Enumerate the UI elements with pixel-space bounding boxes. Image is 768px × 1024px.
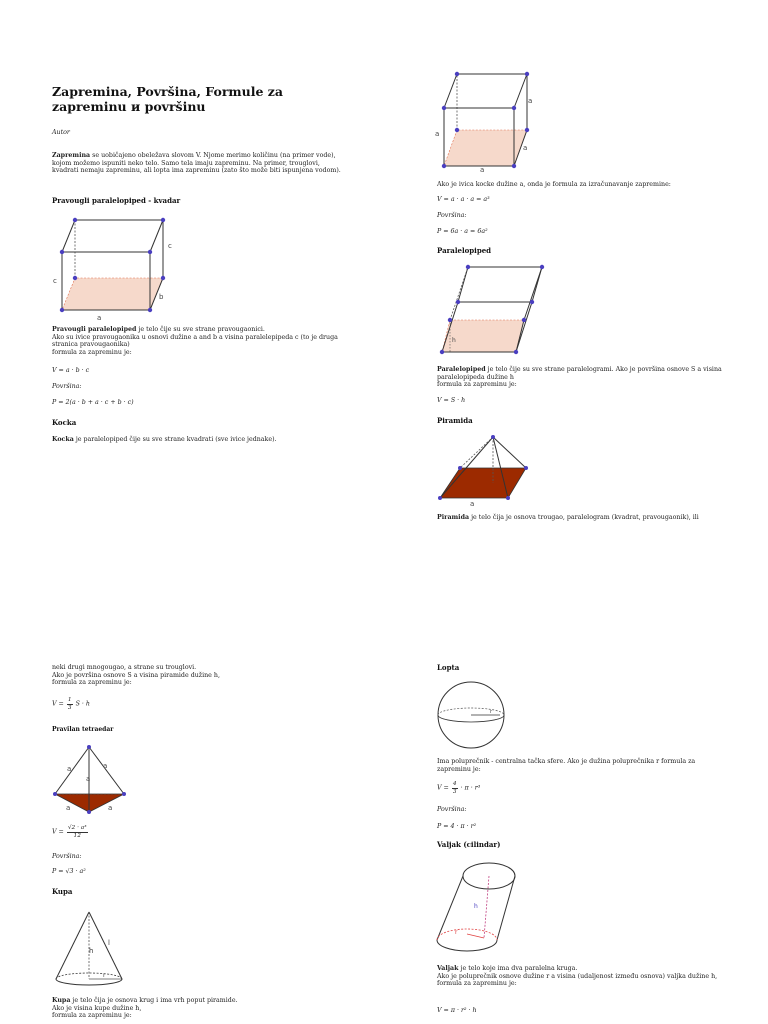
tetraedar-formula-p: P = √3 · a² [52,868,86,875]
tetraedar-formula-den: 12 [73,832,81,839]
paralelopiped-description [437,366,727,389]
lopta-description: Ima poluprečnik - centralna tačka sfere. Ako je dužina poluprečnika r formula za zapreminu je: [437,758,696,773]
kocka-formula-v: V = a · a · a = a³ [437,196,490,203]
tetraedar-label-a-4: a [108,804,113,812]
lopta-formula-fraction [452,781,458,795]
lopta-label-r: r [490,709,493,715]
lopta-figure [434,680,514,752]
kocka-label-a-left: a [435,130,440,138]
paralelopiped-text-2: formula za zapreminu je: [437,381,517,389]
piramida-formula-v [52,697,90,711]
piramida-label-a: a [470,500,475,508]
tetraedar-label-a-3: a [66,804,71,812]
valjak-text-2: Ako je poluprečnik osnove dužine r a visina (udaljenost između osnova) valjka dužine h, [437,972,718,980]
kupa-term: Kupa [52,997,71,1004]
piramida-label-h: h [488,458,492,464]
kocka-formula-p: P = 6a · a = 6a² [437,228,488,235]
kupa-description [52,997,342,1020]
heading-tetraedar: Pravilan tetraedar [52,726,114,733]
kupa-text-3: formula za zapreminu je: [52,1012,132,1020]
piramida-cont-3: formula za zapreminu je: [52,679,132,687]
lopta-formula-num: 4 [452,781,457,787]
piramida-cont-2: Ako je površina osnove S a visina piramide dužine h, [52,671,220,679]
lopta-povrsina-label: Površina: [437,806,467,813]
kocka-term: Kocka [52,436,74,443]
kocka-label-a-bottom: a [480,166,485,174]
lopta-formula-p: P = 4 · π · r² [437,823,477,830]
kocka-figure [432,70,542,174]
piramida-formula-num: 1 [67,697,72,703]
heading-valjak: Valjak (cilindar) [437,840,501,849]
kvadar-label-a: a [97,314,102,322]
page-title: Zapremina, Površina, Formule za zapreminu и površinu [52,84,283,114]
piramida-term: Piramida [437,514,470,521]
kupa-label-h: h [89,947,94,955]
heading-kvadar: Pravougli paralelopiped - kvadar [52,196,181,205]
kupa-text-1: je telo čija je osnova krug i ima vrh poput piramide. [70,997,238,1004]
lopta-formula-rhs: · π · r³ [460,784,481,792]
heading-kocka: Kocka [52,418,77,427]
kvadar-description [52,326,342,356]
paralelopiped-formula: V = S · h [437,397,466,404]
piramida-formula-lhs: V = [52,700,64,708]
lopta-formula-den: 3 [452,788,457,795]
heading-lopta: Lopta [437,663,460,672]
piramida-text: je telo čija je osnova trougao, paralelogram (kvadrat, pravougaonik), ili [469,514,699,521]
piramida-formula-den: 3 [67,704,72,711]
paralelopiped-text-1: je telo čije su sve strane paralelogrami. Ako je površina osnove S a visina paralelopipeda dužine h [437,366,722,381]
lopta-formula-v [437,781,480,795]
valjak-label-r: r [455,929,458,936]
kocka-label-a-right: a [528,97,533,105]
tetraedar-label-a-1: a [67,765,72,773]
tetraedar-formula-v [52,825,89,839]
kvadar-label-c-right: c [168,242,172,250]
piramida-description [437,514,737,522]
kupa-label-r: r [103,972,106,979]
paralelopiped-label-h: h [452,337,456,344]
kvadar-text-1: je telo čije su sve strane pravougaonici. [136,326,265,333]
tetraedar-label-a-2: a [103,762,108,770]
kvadar-figure [50,216,190,326]
valjak-description [437,965,727,988]
heading-paralelopiped: Paralelopiped [437,246,492,255]
kocka-povrsina-label: Površina: [437,212,467,219]
piramida-formula-rhs: S · h [75,700,90,708]
author-label: Autor [52,129,70,136]
valjak-formula: V = π · r² · h [437,1007,477,1014]
valjak-label-h: h [474,903,478,910]
kvadar-base-face [62,278,163,310]
tetraedar-formula-lhs: V = [52,828,64,836]
paralelopiped-figure [436,264,546,356]
kupa-text-2: Ako je visina kupe dužine h, [52,1004,142,1012]
valjak-term: Valjak [437,965,459,972]
piramida-formula-fraction [67,697,73,711]
kupa-figure [52,908,132,992]
piramida-figure [436,434,536,510]
kvadar-text-3: formula za zapreminu je: [52,348,132,356]
tetraedar-figure [52,744,132,818]
kvadar-label-b: b [159,293,164,301]
piramida-cont-1: neki drugi mnogougao, a strane su trouglovi. [52,664,197,671]
valjak-figure [434,858,518,962]
paralelopiped-term: Paralelopiped [437,366,486,373]
kocka-text: je paralelopiped čije su sve strane kvadrati (sve ivice jednake). [73,436,277,443]
kvadar-formula-v: V = a · b · c [52,367,90,374]
kupa-label-l: l [108,939,110,947]
intro-paragraph [52,152,342,175]
tetraedar-formula-fraction [67,825,88,839]
heading-kupa: Kupa [52,887,73,896]
piramida-continued [52,664,342,687]
kvadar-formula-p: P = 2(a · b + a · c + b · c) [52,399,134,406]
intro-text: se uobičajeno obeležava slovom V. Njome merimo količinu (na primer vode), kojom možemo ispuniti neko telo. Samo tela imaju zapreminu. Na primer, trouglovi, kvadrati nemaju zapreminu, ali lopta ima zapreminu (zato što može biti ispunjena vodom). [52,152,341,175]
heading-piramida: Piramida [437,416,473,425]
kocka-description [52,436,342,444]
kocka-label-a-side: a [523,144,528,152]
tetraedar-label-a-5: a [86,775,91,783]
tetraedar-formula-num: √2 · a³ [67,825,87,831]
kocka-formula-intro: Ako je ivica kocke dužine a, onda je formula za izračunavanje zapremine: [437,181,671,188]
valjak-text-3: formula za zapreminu je: [437,980,517,988]
valjak-text-1: je telo koje ima dva paralelna kruga. [458,965,578,972]
intro-term: Zapremina [52,152,91,159]
tetraedar-povrsina-label: Površina: [52,853,82,860]
kvadar-text-2: Ako su ivice pravougaonika u osnovi dužine a and b a visina paralelepipeda c (to je druga stranica pravougaonika) [52,333,338,349]
kvadar-label-c-left: c [53,277,57,285]
kvadar-term: Pravougli paralelopiped [52,326,137,333]
lopta-formula-lhs: V = [437,784,449,792]
kvadar-povrsina-label: Površina: [52,383,82,390]
